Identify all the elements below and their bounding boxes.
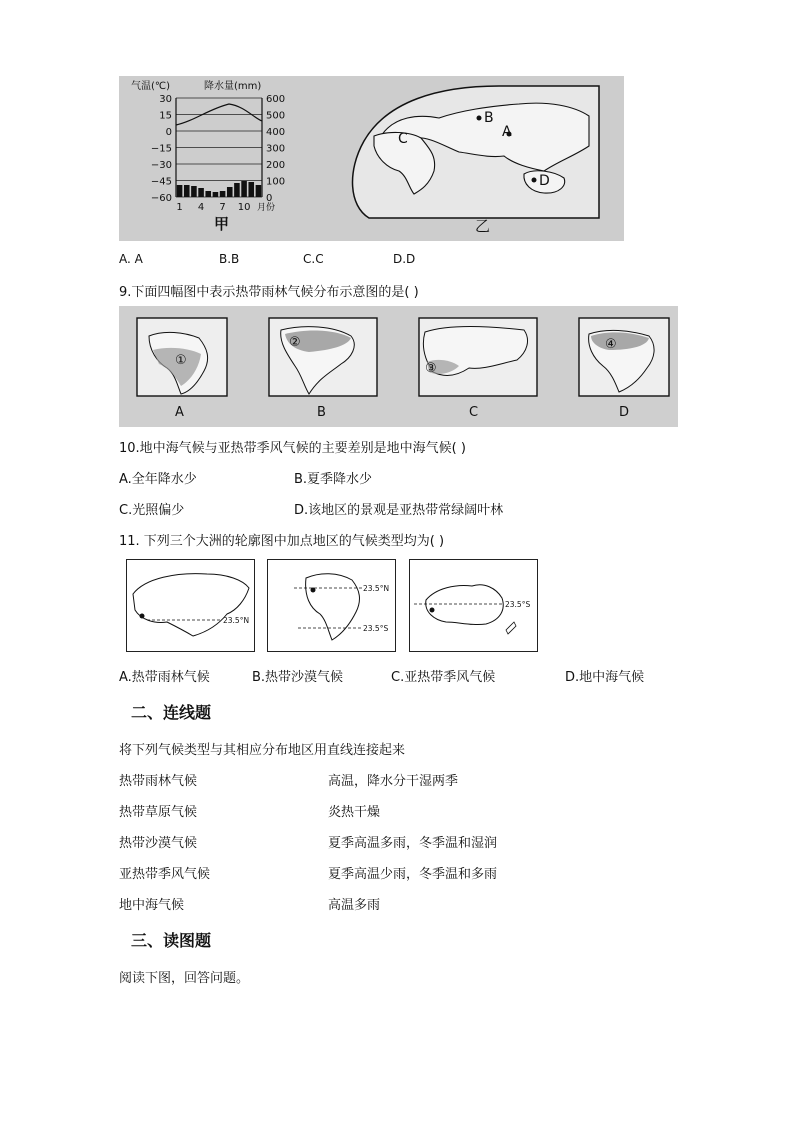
- chart-right-tick-label: 0: [266, 193, 273, 204]
- q10-option-d: D.该地区的景观是亚热带常绿阔叶林: [294, 503, 504, 518]
- q11-eurasia-label: 23.5°N: [223, 616, 250, 625]
- q9-question: 9.下面四幅图中表示热带雨林气候分布示意图的是( ): [119, 285, 419, 300]
- q11-map-australia: [409, 559, 538, 652]
- chart-precip-bar: [191, 186, 197, 197]
- chart-left-tick-label: −60: [150, 193, 172, 204]
- chart-left-tick-label: −45: [150, 176, 172, 188]
- map-name: 乙: [475, 217, 491, 235]
- chart-precip-bar: [248, 182, 254, 197]
- chart-precip-bar: [227, 187, 233, 197]
- map-label-a: A: [502, 124, 512, 140]
- q11-australia-outline: [426, 585, 503, 625]
- chart-right-tick-label: 400: [266, 127, 286, 138]
- chart-left-tick-label: 15: [159, 110, 172, 122]
- q11-australia-label: 23.5°S: [505, 600, 531, 609]
- section3-title: 三、读图题: [131, 931, 212, 950]
- q11-africa-svg: [268, 560, 395, 651]
- match-right-2: 炎热干燥: [328, 805, 381, 820]
- chart-precip-bar: [213, 192, 219, 197]
- map-label-b: B: [484, 110, 494, 126]
- q11-option-a: A.热带雨林气候: [119, 670, 210, 685]
- chart-left-tick-label: −15: [150, 143, 172, 155]
- map-point-d: [532, 178, 537, 183]
- section2-title: 二、连线题: [131, 703, 212, 722]
- q11-africa-label-n: 23.5°N: [363, 584, 390, 593]
- q11-africa-outline: [306, 574, 360, 640]
- q11-option-c: C.亚热带季风气候: [391, 670, 496, 685]
- q8-option-a: A. A: [119, 252, 143, 266]
- chart-precip-bar: [256, 185, 262, 197]
- chart-precip-bar: [234, 183, 240, 197]
- section2-instruction: 将下列气候类型与其相应分布地区用直线连接起来: [119, 743, 406, 758]
- q10-question: 10.地中海气候与亚热带季风气候的主要差别是地中海气候( ): [119, 441, 466, 456]
- climate-chart-and-map-figure: [119, 76, 624, 241]
- map-point-b: [477, 116, 482, 121]
- q8-option-c: C.C: [303, 252, 324, 266]
- match-right-3: 夏季高温多雨，冬季温和湿润: [328, 836, 498, 851]
- q9-marker-d: ④: [605, 337, 617, 352]
- match-left-3: 热带沙漠气候: [119, 836, 198, 851]
- map-label-d: D: [539, 173, 550, 189]
- q11-africa-dot: [311, 588, 316, 593]
- chart-precip-bar: [184, 185, 190, 197]
- match-left-5: 地中海气候: [119, 898, 185, 913]
- section3-instruction: 阅读下图，回答问题。: [119, 971, 250, 986]
- q10-option-b: B.夏季降水少: [294, 472, 373, 487]
- q11-australia-svg: [410, 560, 537, 651]
- q9-marker-c: ③: [425, 361, 437, 376]
- match-right-4: 夏季高温少雨，冬季温和多雨: [328, 867, 498, 882]
- chart-precip-bar: [205, 191, 211, 197]
- chart-right-tick-label: 200: [266, 160, 286, 171]
- q11-eurasia-svg: [127, 560, 254, 651]
- match-right-1: 高温，降水分干湿两季: [328, 774, 459, 789]
- q8-option-b: B.B: [219, 252, 240, 266]
- q10-option-c: C.光照偏少: [119, 503, 185, 518]
- chart-x-tick-label: 10: [237, 202, 251, 213]
- chart-precip-bar: [177, 185, 183, 197]
- chart-precip-bar: [198, 188, 204, 197]
- q11-australia-dot: [430, 608, 435, 613]
- q11-nz-outline: [506, 622, 516, 634]
- q11-eurasia-dot: [140, 614, 145, 619]
- q11-eurasia-outline: [133, 574, 249, 636]
- q9-maps-figure: [119, 306, 678, 427]
- chart-name: 甲: [214, 215, 230, 233]
- chart-right-tick-label: 100: [266, 176, 286, 188]
- q9-label-a: A: [175, 405, 184, 420]
- chart-left-tick-label: −30: [150, 160, 172, 171]
- chart-left-tick-label: 30: [159, 94, 172, 105]
- q9-label-b: B: [317, 405, 326, 420]
- q9-maps-svg: [119, 306, 678, 427]
- chart-right-tick-label: 500: [266, 110, 286, 122]
- x-axis-unit: 月份: [257, 203, 276, 213]
- q11-option-d: D.地中海气候: [565, 670, 645, 685]
- match-left-2: 热带草原气候: [119, 805, 198, 820]
- chart-x-tick-label: 7: [219, 202, 226, 213]
- q11-map-africa: [267, 559, 396, 652]
- chart-right-tick-label: 600: [266, 94, 286, 105]
- match-left-1: 热带雨林气候: [119, 774, 198, 789]
- q9-label-c: C: [469, 405, 479, 420]
- chart-left-tick-label: 0: [165, 127, 172, 138]
- figure-top-svg: [119, 76, 624, 241]
- q11-option-b: B.热带沙漠气候: [252, 670, 344, 685]
- chart-precip-bar: [241, 181, 247, 197]
- map-label-c: C: [398, 131, 408, 147]
- q9-marker-b: ②: [289, 335, 301, 350]
- precip-axis-label: 降水量(mm): [204, 81, 262, 92]
- match-left-4: 亚热带季风气候: [119, 867, 211, 882]
- chart-precip-bar: [220, 191, 226, 197]
- q8-option-d: D.D: [393, 252, 416, 266]
- match-right-5: 高温多雨: [328, 898, 381, 913]
- q10-option-a: A.全年降水少: [119, 472, 197, 487]
- temp-axis-label: 气温(℃): [131, 81, 171, 92]
- q9-label-d: D: [619, 405, 630, 420]
- chart-right-tick-label: 300: [266, 143, 286, 155]
- q11-map-eurasia: [126, 559, 255, 652]
- chart-x-tick-label: 1: [176, 202, 183, 213]
- q11-question: 11. 下列三个大洲的轮廓图中加点地区的气候类型均为( ): [119, 534, 445, 549]
- q11-africa-label-s: 23.5°S: [363, 624, 389, 633]
- q9-marker-a: ①: [175, 353, 187, 368]
- chart-x-tick-label: 4: [197, 202, 205, 213]
